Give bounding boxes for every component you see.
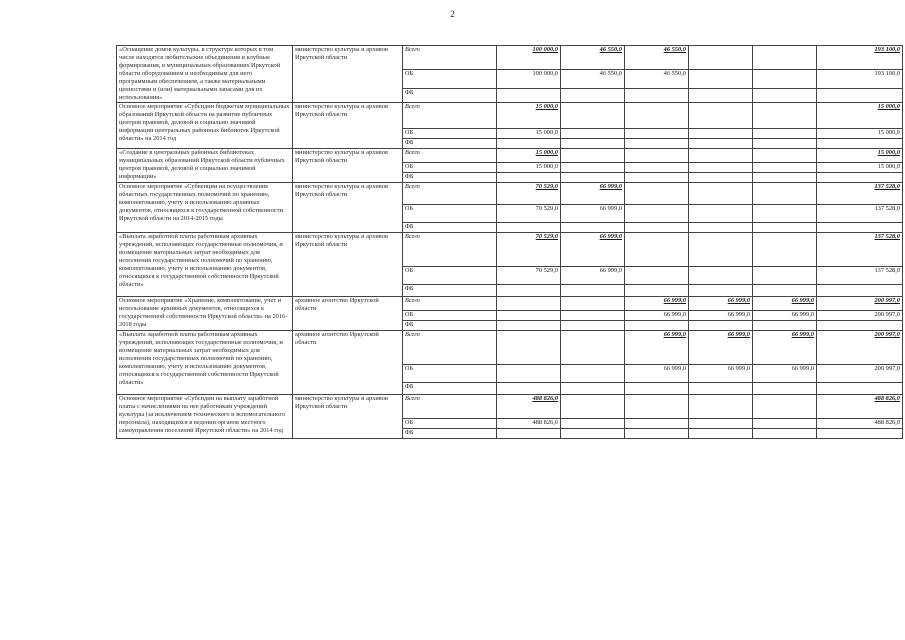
amount-cell xyxy=(753,129,817,139)
amount-cell xyxy=(625,383,689,395)
total-cell xyxy=(817,383,903,395)
amount-cell: 66 999,0 xyxy=(753,331,817,365)
measure-description: «Выплата заработной платы работникам архивных учреждений, исполняющих государственные полномочия, и возмещение материальных затрат необходимых для исполнения государственных полномочий по хранению, комплектованию, учету и использованию документов, относящихся к государственной собственности Иркутской области» xyxy=(117,233,293,297)
amount-cell xyxy=(497,173,561,183)
amount-cell: 66 999,0 xyxy=(753,297,817,311)
amount-cell: 66 999,0 xyxy=(689,311,753,321)
funding-source: ФБ xyxy=(403,285,497,297)
amount-cell: 15 000,0 xyxy=(497,149,561,163)
funding-source: ФБ xyxy=(403,321,497,331)
amount-cell xyxy=(689,149,753,163)
amount-cell xyxy=(689,163,753,173)
amount-cell xyxy=(561,139,625,149)
funding-table xyxy=(116,45,903,439)
amount-cell: 488 826,0 xyxy=(497,395,561,419)
table-row xyxy=(117,183,903,205)
page-number: 2 xyxy=(450,9,455,19)
amount-cell xyxy=(625,233,689,267)
amount-cell: 46 550,0 xyxy=(625,46,689,70)
amount-cell xyxy=(561,297,625,311)
amount-cell xyxy=(625,163,689,173)
funding-source: Всего xyxy=(403,46,497,70)
amount-cell xyxy=(625,103,689,129)
amount-cell xyxy=(689,139,753,149)
measure-description: «Оснащение домов культуры, в структуре которых в том числе находятся любительские объединения и клубные формирования, в муниципальных образованиях Иркутской области оборудованием и необходимым для него программным обеспечением, а также материальными ценностями и (или) материальными запасами для их использования» xyxy=(117,46,293,103)
total-cell xyxy=(817,285,903,297)
amount-cell xyxy=(753,321,817,331)
amount-cell xyxy=(753,395,817,419)
amount-cell xyxy=(753,173,817,183)
amount-cell: 46 550,0 xyxy=(625,70,689,88)
amount-cell xyxy=(689,395,753,419)
amount-cell xyxy=(689,285,753,297)
total-cell xyxy=(817,223,903,233)
amount-cell: 66 999,0 xyxy=(689,331,753,365)
amount-cell xyxy=(625,429,689,439)
amount-cell xyxy=(689,88,753,102)
amount-cell xyxy=(689,321,753,331)
amount-cell: 70 529,0 xyxy=(497,267,561,285)
amount-cell: 15 000,0 xyxy=(497,129,561,139)
amount-cell xyxy=(561,285,625,297)
amount-cell xyxy=(497,429,561,439)
measure-description: «Создание в центральных районных библиотеках муниципальных образований Иркутской области публичных центров правовой, деловой и социально значимой информации» xyxy=(117,149,293,183)
amount-cell xyxy=(497,223,561,233)
amount-cell xyxy=(497,88,561,102)
table-row xyxy=(117,103,903,129)
amount-cell: 66 999,0 xyxy=(625,331,689,365)
amount-cell xyxy=(497,297,561,311)
total-cell: 200 997,0 xyxy=(817,311,903,321)
funding-source: Всего xyxy=(403,233,497,267)
amount-cell: 66 999,0 xyxy=(561,205,625,223)
amount-cell xyxy=(561,331,625,365)
amount-cell xyxy=(625,173,689,183)
amount-cell xyxy=(497,365,561,383)
amount-cell xyxy=(561,223,625,233)
amount-cell xyxy=(625,183,689,205)
amount-cell xyxy=(625,129,689,139)
table-row xyxy=(117,297,903,311)
table-row xyxy=(117,233,903,267)
amount-cell: 100 000,0 xyxy=(497,70,561,88)
amount-cell xyxy=(753,267,817,285)
amount-cell xyxy=(753,223,817,233)
funding-source: ФБ xyxy=(403,139,497,149)
amount-cell xyxy=(497,285,561,297)
table-row xyxy=(117,46,903,70)
funding-source: ОБ xyxy=(403,163,497,173)
total-cell: 488 826,0 xyxy=(817,395,903,419)
amount-cell xyxy=(689,223,753,233)
measure-description: Основное мероприятие «Субсидии бюджетам муниципальных образований Иркутской области на развитие публичных центров правовой, деловой и социально значимой информации центральных районных библиотек Иркутской области» на 2014 год xyxy=(117,103,293,149)
total-cell: 193 100,0 xyxy=(817,46,903,70)
measure-description: Основное мероприятие «Субсидии на выплату заработной платы с начислениями на нее работникам учреждений культуры (за исключением технического и вспомогательного персонала), находящихся в ведении органов местного самоуправления поселений Иркутской области» на 2014 год xyxy=(117,395,293,439)
amount-cell xyxy=(753,429,817,439)
total-cell: 15 000,0 xyxy=(817,149,903,163)
responsible-agency: архивное агентство Иркутской области xyxy=(293,331,403,395)
amount-cell xyxy=(753,233,817,267)
amount-cell xyxy=(561,365,625,383)
responsible-agency: министерство культуры и архивов Иркутской области xyxy=(293,233,403,297)
responsible-agency: министерство культуры и архивов Иркутской области xyxy=(293,46,403,103)
funding-source: Всего xyxy=(403,395,497,419)
amount-cell xyxy=(497,321,561,331)
responsible-agency: министерство культуры и архивов Иркутской области xyxy=(293,149,403,183)
amount-cell xyxy=(689,46,753,70)
amount-cell xyxy=(689,183,753,205)
amount-cell xyxy=(561,173,625,183)
amount-cell xyxy=(753,163,817,173)
amount-cell: 66 999,0 xyxy=(561,233,625,267)
amount-cell: 66 999,0 xyxy=(753,311,817,321)
total-cell: 200 997,0 xyxy=(817,297,903,311)
total-cell xyxy=(817,429,903,439)
amount-cell xyxy=(689,205,753,223)
amount-cell xyxy=(625,285,689,297)
amount-cell xyxy=(689,429,753,439)
amount-cell: 70 529,0 xyxy=(497,183,561,205)
funding-source: ОБ xyxy=(403,129,497,139)
amount-cell xyxy=(689,103,753,129)
amount-cell xyxy=(753,183,817,205)
amount-cell xyxy=(561,429,625,439)
funding-source: Всего xyxy=(403,331,497,365)
amount-cell xyxy=(625,205,689,223)
table-row xyxy=(117,331,903,365)
total-cell: 137 528,0 xyxy=(817,267,903,285)
amount-cell: 46 550,0 xyxy=(561,46,625,70)
amount-cell xyxy=(689,233,753,267)
amount-cell: 66 999,0 xyxy=(753,365,817,383)
amount-cell xyxy=(689,173,753,183)
amount-cell xyxy=(561,129,625,139)
total-cell: 15 000,0 xyxy=(817,129,903,139)
amount-cell xyxy=(753,205,817,223)
total-cell xyxy=(817,139,903,149)
amount-cell xyxy=(625,223,689,233)
total-cell xyxy=(817,88,903,102)
responsible-agency: министерство культуры и архивов Иркутской области xyxy=(293,395,403,439)
funding-source: ОБ xyxy=(403,419,497,429)
funding-source: ФБ xyxy=(403,429,497,439)
amount-cell: 100 000,0 xyxy=(497,46,561,70)
amount-cell xyxy=(625,88,689,102)
amount-cell xyxy=(753,139,817,149)
amount-cell: 66 999,0 xyxy=(625,311,689,321)
amount-cell xyxy=(561,383,625,395)
amount-cell xyxy=(497,139,561,149)
funding-source: ФБ xyxy=(403,223,497,233)
funding-source: ОБ xyxy=(403,267,497,285)
amount-cell: 15 000,0 xyxy=(497,163,561,173)
amount-cell: 66 999,0 xyxy=(625,297,689,311)
amount-cell xyxy=(561,103,625,129)
amount-cell xyxy=(689,70,753,88)
amount-cell xyxy=(561,311,625,321)
amount-cell xyxy=(625,149,689,163)
funding-source: ФБ xyxy=(403,173,497,183)
amount-cell xyxy=(497,331,561,365)
funding-source: Всего xyxy=(403,183,497,205)
amount-cell xyxy=(753,103,817,129)
measure-description: «Выплата заработной платы работникам архивных учреждений, исполняющих государственные полномочия, и возмещение материальных затрат необходимых для исполнения государственных полномочий по хранению, комплектованию, учету и использованию документов, относящихся к государственной собственности Иркутской области» xyxy=(117,331,293,395)
funding-source: Всего xyxy=(403,149,497,163)
total-cell: 137 528,0 xyxy=(817,183,903,205)
amount-cell xyxy=(561,149,625,163)
responsible-agency: министерство культуры и архивов Иркутской области xyxy=(293,183,403,233)
funding-source: ФБ xyxy=(403,383,497,395)
funding-source: ОБ xyxy=(403,70,497,88)
measure-description: Основное мероприятие «Хранение, комплектование, учет и использование архивных документов, относящихся к государственной собственности Иркутской области» на 2016-2018 годы xyxy=(117,297,293,331)
amount-cell: 70 529,0 xyxy=(497,205,561,223)
amount-cell xyxy=(753,419,817,429)
responsible-agency: министерство культуры и архивов Иркутской области xyxy=(293,103,403,149)
funding-source: Всего xyxy=(403,103,497,129)
amount-cell xyxy=(561,395,625,419)
total-cell: 137 528,0 xyxy=(817,233,903,267)
amount-cell xyxy=(625,419,689,429)
amount-cell: 66 999,0 xyxy=(625,365,689,383)
amount-cell xyxy=(753,149,817,163)
amount-cell xyxy=(625,139,689,149)
amount-cell xyxy=(625,267,689,285)
total-cell: 200 997,0 xyxy=(817,365,903,383)
amount-cell xyxy=(561,419,625,429)
table-row xyxy=(117,149,903,163)
amount-cell xyxy=(689,383,753,395)
amount-cell: 66 999,0 xyxy=(689,365,753,383)
responsible-agency: архивное агентство Иркутской области xyxy=(293,297,403,331)
funding-source: Всего xyxy=(403,297,497,311)
funding-source: ОБ xyxy=(403,311,497,321)
total-cell: 200 997,0 xyxy=(817,331,903,365)
total-cell xyxy=(817,321,903,331)
amount-cell: 15 000,0 xyxy=(497,103,561,129)
amount-cell xyxy=(689,129,753,139)
amount-cell xyxy=(753,70,817,88)
amount-cell xyxy=(561,321,625,331)
amount-cell xyxy=(625,321,689,331)
amount-cell xyxy=(497,311,561,321)
amount-cell xyxy=(561,88,625,102)
amount-cell: 46 550,0 xyxy=(561,70,625,88)
total-cell: 15 000,0 xyxy=(817,163,903,173)
amount-cell: 66 999,0 xyxy=(689,297,753,311)
amount-cell xyxy=(561,163,625,173)
funding-source: ОБ xyxy=(403,365,497,383)
amount-cell xyxy=(689,267,753,285)
amount-cell: 66 999,0 xyxy=(561,183,625,205)
amount-cell: 488 826,0 xyxy=(497,419,561,429)
total-cell: 137 528,0 xyxy=(817,205,903,223)
measure-description: Основное мероприятие «Субвенции на осуществление областных государственных полномочий по хранению, комплектованию, учету и использованию архивных документов, относящихся к государственной собственности Иркутской области на 2014-2015 годы xyxy=(117,183,293,233)
amount-cell xyxy=(497,383,561,395)
total-cell: 488 826,0 xyxy=(817,419,903,429)
funding-source: ФБ xyxy=(403,88,497,102)
amount-cell xyxy=(753,88,817,102)
amount-cell xyxy=(625,395,689,419)
amount-cell: 66 999,0 xyxy=(561,267,625,285)
total-cell xyxy=(817,173,903,183)
funding-source: ОБ xyxy=(403,205,497,223)
table-row xyxy=(117,395,903,419)
total-cell: 193 100,0 xyxy=(817,70,903,88)
amount-cell: 70 529,0 xyxy=(497,233,561,267)
amount-cell xyxy=(689,419,753,429)
total-cell: 15 000,0 xyxy=(817,103,903,129)
amount-cell xyxy=(753,285,817,297)
amount-cell xyxy=(753,46,817,70)
amount-cell xyxy=(753,383,817,395)
